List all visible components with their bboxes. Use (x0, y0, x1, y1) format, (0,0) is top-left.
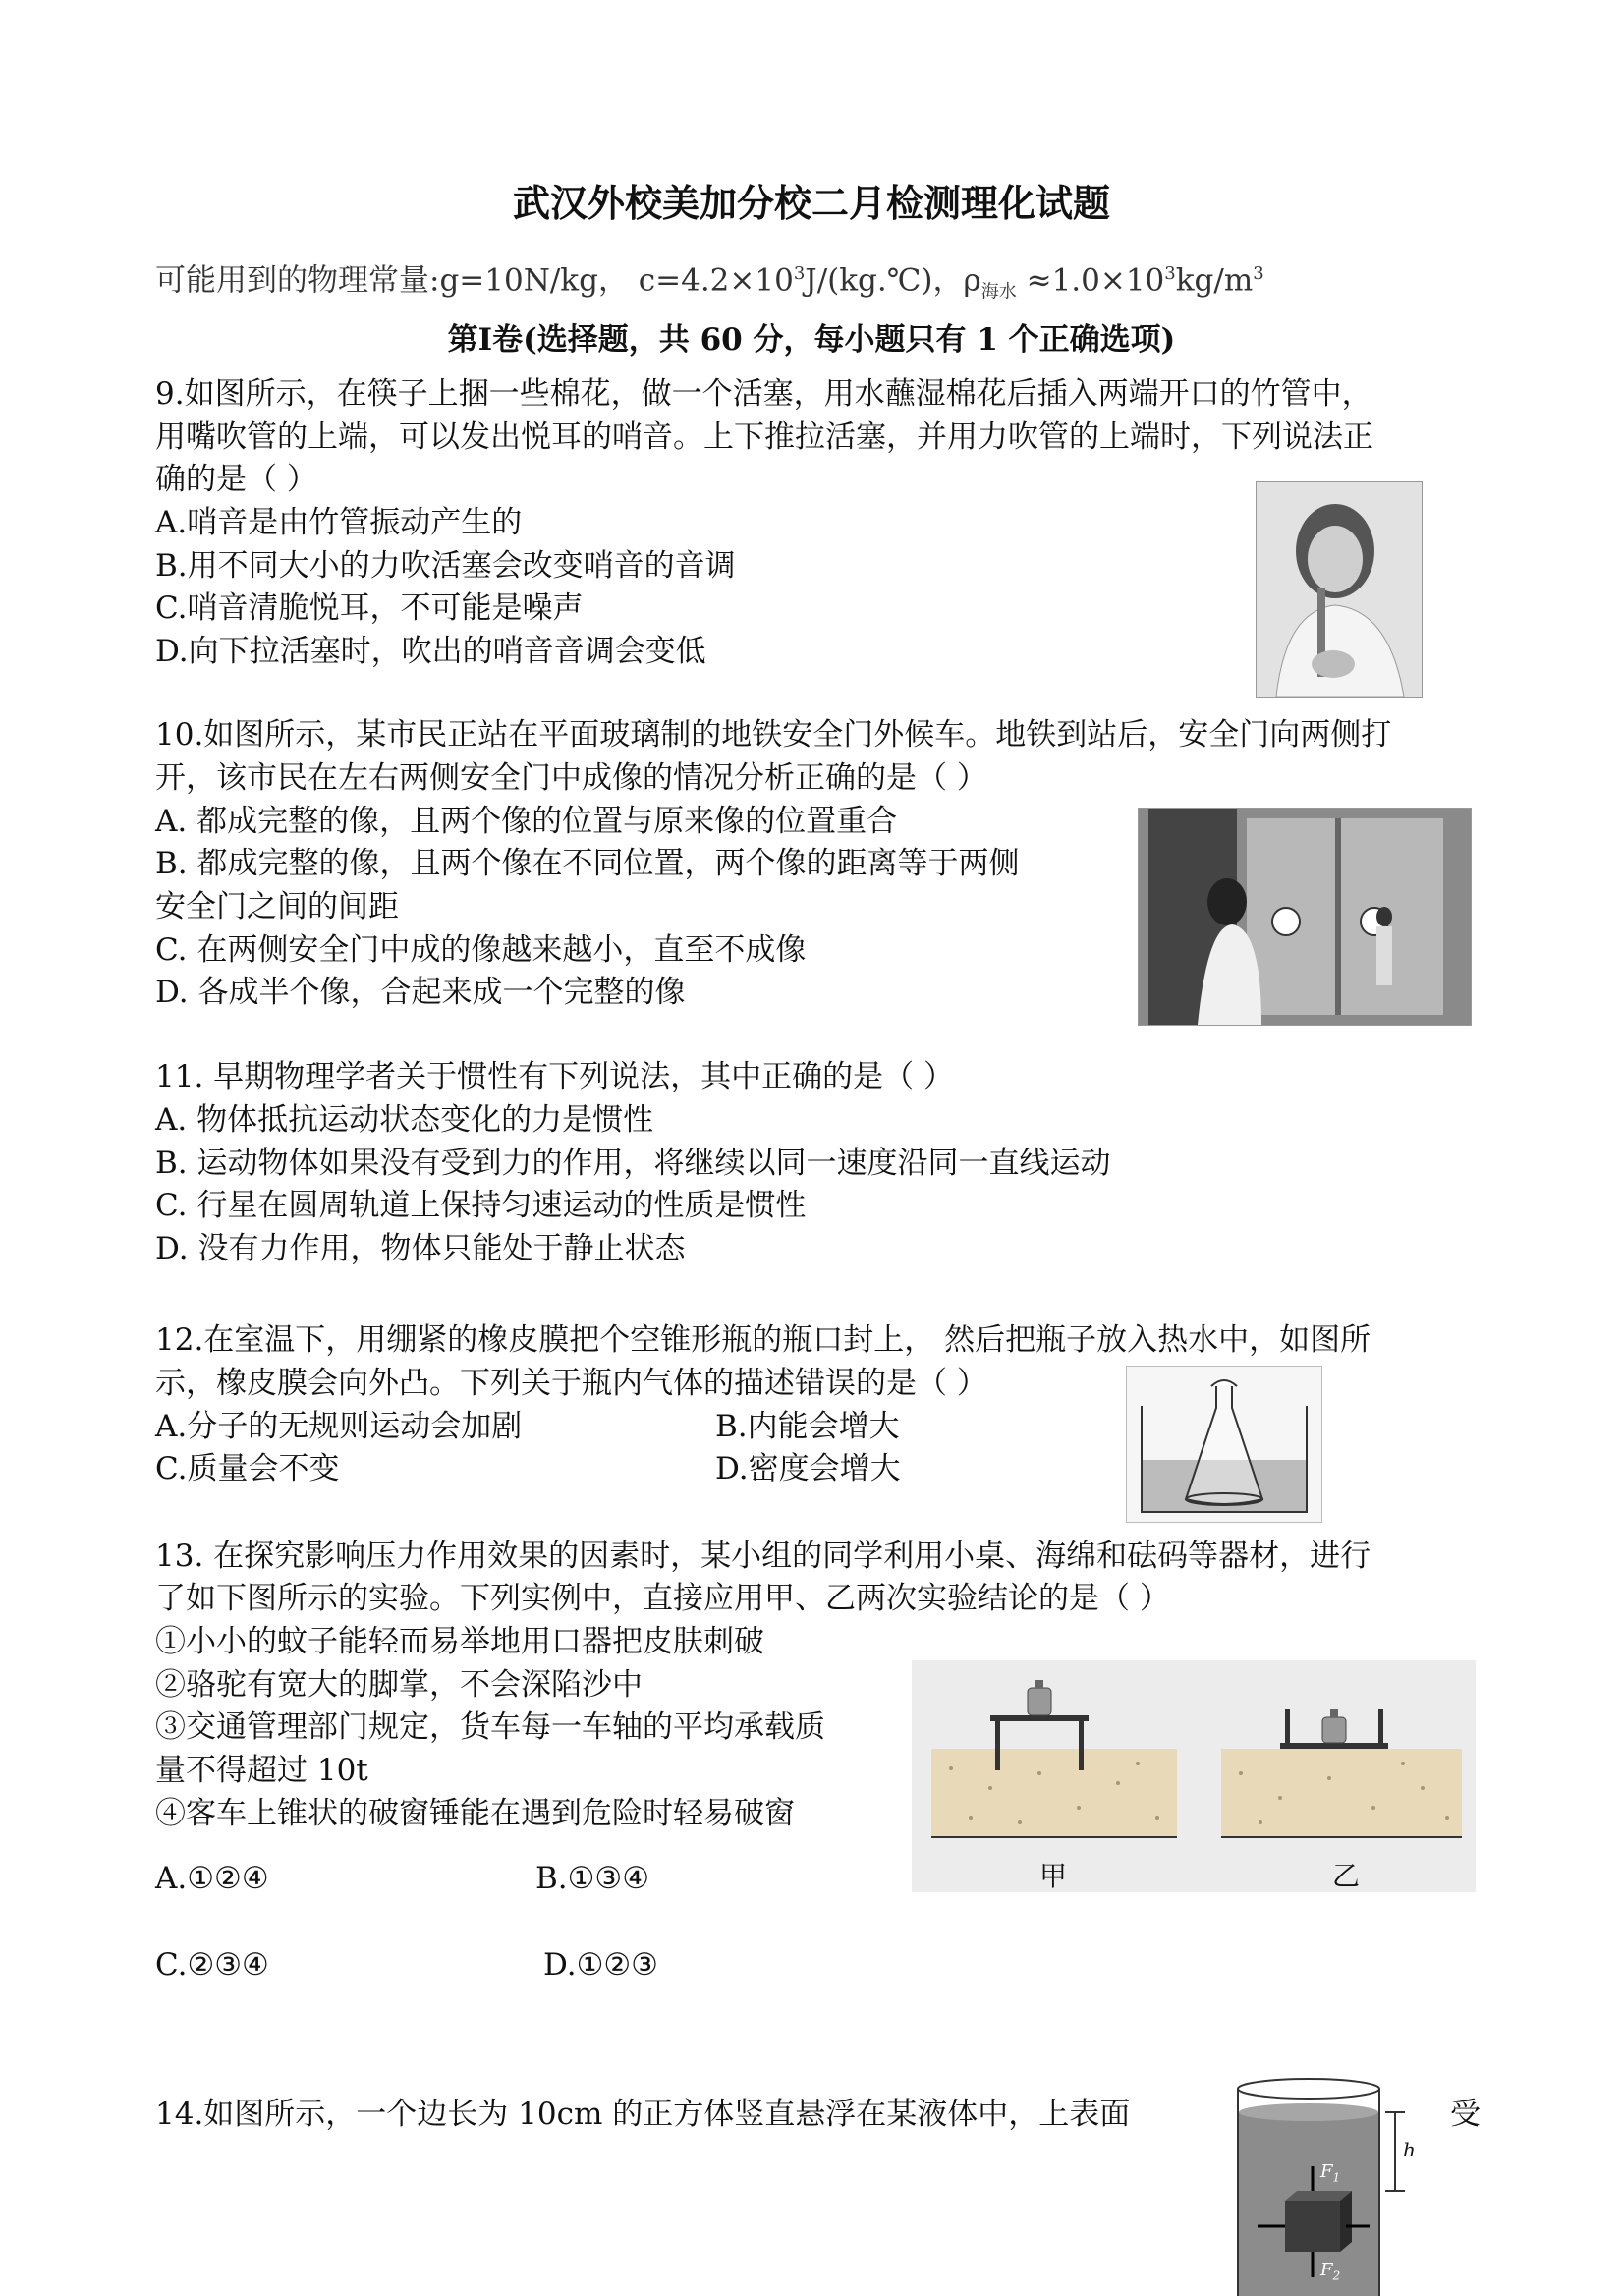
q13-option-c: C.②③④ (155, 1947, 269, 1983)
q9-stem-line2: 用嘴吹管的上端，可以发出悦耳的哨音。上下推拉活塞，并用力吹管的上端时，下列说法正 (155, 420, 1373, 455)
q10-option-a: A. 都成完整的像，且两个像的位置与原来像的位置重合 (155, 804, 898, 839)
q13-stem-line1: 13. 在探究影响压力作用效果的因素时，某小组的同学利用小桌、海绵和砝码等器材，进行 (155, 1539, 1371, 1574)
q12-flask-in-hot-water-figure (1126, 1366, 1322, 1523)
q9-option-b: B.用不同大小的力吹活塞会改变哨音的音调 (155, 548, 736, 584)
q11-option-c: C. 行星在圆周轨道上保持匀速运动的性质是惯性 (155, 1188, 807, 1223)
q12-option-d: D.密度会增大 (715, 1451, 901, 1486)
q12-option-b: B.内能会增大 (715, 1409, 900, 1444)
q13-item-1: ①小小的蚊子能轻而易举地用口器把皮肤刺破 (155, 1624, 764, 1659)
q14-label-f2: $F_2$ (1320, 2260, 1341, 2283)
q14-label-f1: $F_1$ (1320, 2161, 1341, 2185)
q14-stem-line1: 14.如图所示，一个边长为 10cm 的正方体竖直悬浮在某液体中，上表面 (155, 2097, 1131, 2132)
q13-option-a: A.①②④ (155, 1861, 269, 1896)
q13-label-yi: 乙 (1332, 1860, 1361, 1892)
q9-stem-line3: 确的是（ ） (155, 462, 317, 497)
q13-item-4: ④客车上锥状的破窗锤能在遇到危险时轻易破窗 (155, 1796, 795, 1831)
q13-option-b: B.①③④ (535, 1861, 650, 1896)
page-title: 武汉外校美加分校二月检测理化试题 (512, 181, 1110, 225)
physics-constants: 可能用到的物理常量:g=10N/kg， $c=4.2\times 10^3J/(kg.℃)$，$\rho_{海水} \approx 1.0\times 10^3kg/m^3$ (155, 262, 1264, 303)
q9-photo-girl-whistle (1256, 481, 1423, 698)
q13-item-3-line2: 量不得超过 10t (155, 1753, 368, 1788)
q10-option-c: C. 在两侧安全门中成的像越来越小，直至不成像 (155, 932, 807, 968)
q11-option-b: B. 运动物体如果没有受到力的作用，将继续以同一速度沿同一直线运动 (155, 1146, 1111, 1181)
q14-stem-tail: 受 (1450, 2097, 1481, 2132)
q13-item-2: ②骆驼有宽大的脚掌，不会深陷沙中 (155, 1667, 643, 1703)
q9-option-c: C.哨音清脆悦耳，不可能是噪声 (155, 590, 584, 626)
q10-option-b-line1: B. 都成完整的像，且两个像在不同位置，两个像的距离等于两侧 (155, 846, 1020, 881)
q9-option-d: D.向下拉活塞时，吹出的哨音音调会变低 (155, 634, 706, 669)
q10-stem-line1: 10.如图所示，某市民正站在平面玻璃制的地铁安全门外候车。地铁到站后，安全门向两侧打 (155, 717, 1392, 753)
q9-stem-line1: 9.如图所示，在筷子上捆一些棉花，做一个活塞，用水蘸湿棉花后插入两端开口的竹管中， (155, 376, 1372, 412)
q13-option-d: D.①②③ (543, 1947, 658, 1983)
q13-stem-line2: 了如下图所示的实验。下列实例中，直接应用甲、乙两次实验结论的是（ ） (155, 1581, 1170, 1616)
q11-option-a: A. 物体抵抗运动状态变化的力是惯性 (155, 1102, 654, 1138)
q12-option-c: C.质量会不变 (155, 1451, 340, 1486)
section-heading: 第Ⅰ卷(选择题，共 60 分，每小题只有 1 个正确选项) (447, 322, 1176, 358)
q11-option-d: D. 没有力作用，物体只能处于静止状态 (155, 1231, 686, 1266)
q14-cube-in-liquid-figure (1228, 2073, 1425, 2296)
q10-stem-line2: 开，该市民在左右两侧安全门中成像的情况分析正确的是（ ） (155, 760, 987, 796)
q14-label-h: h (1403, 2138, 1416, 2161)
q12-stem-line1: 12.在室温下，用绷紧的橡皮膜把个空锥形瓶的瓶口封上， 然后把瓶子放入热水中，如图所 (155, 1322, 1371, 1358)
q13-pressure-experiment-figure (912, 1660, 1476, 1892)
q10-option-d: D. 各成半个像，合起来成一个完整的像 (155, 975, 686, 1010)
q10-photo-subway-door (1138, 808, 1472, 1026)
q12-stem-line2: 示，橡皮膜会向外凸。下列关于瓶内气体的描述错误的是（ ） (155, 1366, 987, 1401)
q9-option-a: A.哨音是由竹管振动产生的 (155, 505, 523, 540)
q11-stem: 11. 早期物理学者关于惯性有下列说法，其中正确的是（ ） (155, 1059, 955, 1094)
q12-option-a: A.分子的无规则运动会加剧 (155, 1409, 523, 1444)
q10-option-b-line2: 安全门之间的间距 (155, 889, 399, 924)
q13-item-3-line1: ③交通管理部门规定，货车每一车轴的平均承载质 (155, 1709, 825, 1745)
q13-label-jia: 甲 (1039, 1860, 1068, 1892)
